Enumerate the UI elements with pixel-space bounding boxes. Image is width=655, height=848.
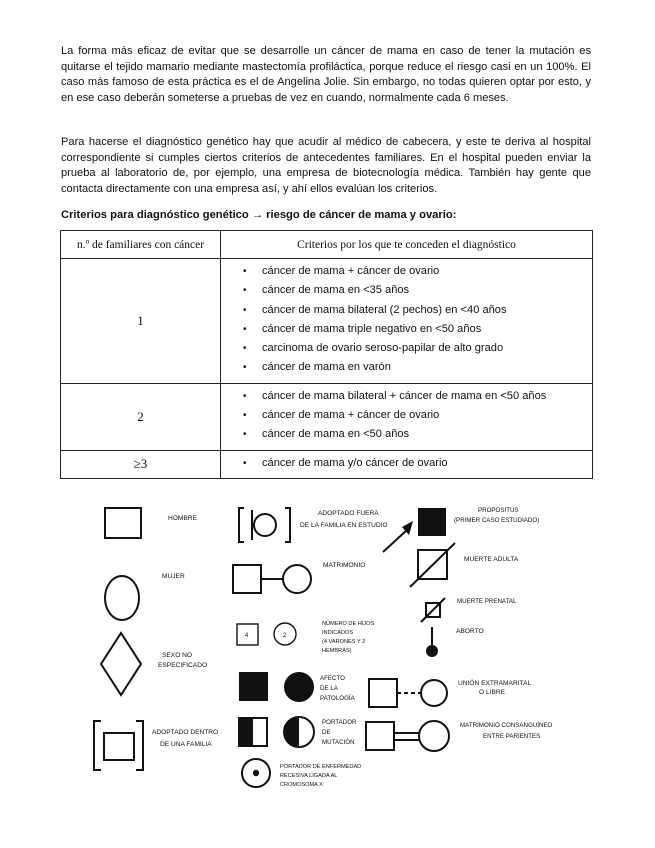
label-union: UNIÓN EXTRAMARITAL <box>458 680 532 687</box>
criteria-heading: Criterios para diagnóstico genético → riesgo de cáncer de mama y ovario: <box>61 209 457 221</box>
label-num-hijos-4: HEMBRAS) <box>322 648 352 654</box>
label-adoptado-fuera: ADOPTADO FUERA <box>318 510 379 517</box>
union-male-symbol <box>369 679 397 707</box>
family-count: ≥3 <box>61 450 221 478</box>
label-num-hijos: NÚMERO DE HIJOS <box>322 621 375 627</box>
list-item: • cáncer de mama bilateral + cáncer de mama en <50 años <box>221 387 592 406</box>
list-item: • cáncer de mama triple negativo en <50 años <box>221 320 592 339</box>
list-item: • cáncer de mama en <50 años <box>221 425 592 444</box>
list-item: • cáncer de mama + cáncer de ovario <box>221 406 592 425</box>
propositus-arrow <box>383 530 407 552</box>
label-portador-x: PORTADOR DE ENFERMEDAD <box>280 764 362 770</box>
label-adoptado-dentro-2: DE UNA FAMILIA <box>160 741 212 748</box>
female-symbol <box>105 576 139 620</box>
label-muerte-adulta: MUERTE ADULTA <box>464 556 519 563</box>
adopted-out-circle <box>254 514 276 536</box>
label-matrimonio: MATRIMONIO <box>323 562 366 569</box>
affected-female-symbol <box>284 672 314 702</box>
label-propositus: PROPOSITUS <box>478 507 519 514</box>
label-portador-x-2: RECESIVA LIGADA AL <box>280 773 338 779</box>
family-count: 2 <box>61 383 221 450</box>
unspecified-sex-symbol <box>101 633 141 695</box>
label-afecto-2: DE LA <box>320 685 338 692</box>
adopted-in-square <box>104 733 134 760</box>
label-adoptado-fuera-2: DE LA FAMILIA EN ESTUDIO <box>300 522 388 529</box>
list-item: • cáncer de mama en varón <box>221 358 592 377</box>
col-family-header: n.º de familiares con cáncer <box>61 231 221 259</box>
list-item: • cáncer de mama + cáncer de ovario <box>221 262 592 281</box>
label-portador-3: MUTACIÓN <box>322 739 355 746</box>
affected-male-symbol <box>239 672 268 701</box>
list-item: • cáncer de mama y/o cáncer de ovario <box>221 454 592 473</box>
label-mujer: MUJER <box>162 573 185 580</box>
male-symbol <box>105 508 141 538</box>
label-afecto: AFECTO <box>320 675 345 682</box>
label-propositus-2: (PRIMER CASO ESTUDIADO) <box>454 517 540 524</box>
consanguineous-male-symbol <box>366 722 394 750</box>
marriage-female-symbol <box>283 565 311 593</box>
label-muerte-prenatal: MUERTE PRENATAL <box>457 598 517 605</box>
intro-paragraph-2: Para hacerse el diagnóstico genético hay que acudir al médico de cabecera, y este te deriva al hospital correspondiente si cumples ciertos criterios de antecedentes familiares. En el hospital pueden enviar la prueba al laboratorio de, por ejemplo, una empresa de biotecnología médica. También hay gente que contacta directamente con una empresa así, y ahí ellos evalúan los criterios. <box>61 136 591 195</box>
list-item: • carcinoma de ovario seroso-papilar de alto grado <box>221 339 592 358</box>
prenatal-death-slash <box>421 598 445 622</box>
label-num-hembras: 2 <box>283 633 287 639</box>
marriage-male-symbol <box>233 565 261 593</box>
union-female-symbol <box>421 680 447 706</box>
label-num-hijos-2: INDICADOS <box>322 630 354 636</box>
abortion-dot <box>426 645 438 657</box>
label-num-hijos-3: (4 VARONES Y 2 <box>322 639 366 645</box>
carrier-female-fill <box>284 717 299 747</box>
x-linked-carrier-dot <box>253 770 259 776</box>
label-portador: PORTADOR <box>322 719 357 726</box>
propositus-symbol <box>418 508 446 536</box>
label-consanguineo: MATRIMONIO CONSANGUÍNEO <box>460 722 553 729</box>
adopted-in-brackets <box>94 721 143 770</box>
label-portador-2: DE <box>322 729 331 736</box>
list-item: • cáncer de mama bilateral (2 pechos) en <40 años <box>221 301 592 320</box>
consanguineous-female-symbol <box>419 721 449 751</box>
label-aborto: ABORTO <box>456 628 484 635</box>
label-sexo-no: SEXO NO <box>162 652 193 659</box>
carrier-male-fill <box>239 718 253 746</box>
label-consanguineo-2: ENTRE PARIENTES <box>483 733 541 740</box>
col-criteria-header: Criterios por los que te conceden el diagnóstico <box>221 231 593 259</box>
label-num-varones: 4 <box>245 633 249 639</box>
list-item: • cáncer de mama en <35 años <box>221 281 592 300</box>
label-sexo-no-2: ESPECIFICADO <box>158 662 208 669</box>
label-adoptado-dentro: ADOPTADO DENTRO <box>152 729 219 736</box>
label-portador-x-3: CROMOSOMA X <box>280 782 323 788</box>
label-hombre: HOMBRE <box>168 515 197 522</box>
intro-paragraph-1: La forma más eficaz de evitar que se desarrolle un cáncer de mama en caso de tener la mutación es quitarse el tejido mamario mediante mastectomía profiláctica, porque reduce el riesgo casi en un 100%. El caso más famoso de esta práctica es el de Angelina Jolie. Sin embargo, no todas quieren optar por esto, y en ese caso deberán someterse a pruebas de vez en cuando, normalmente cada 6 meses. <box>61 45 591 104</box>
family-count: 1 <box>61 259 221 384</box>
label-afecto-3: PATOLOGÍA <box>320 695 355 702</box>
label-union-2: O LIBRE <box>479 689 506 696</box>
